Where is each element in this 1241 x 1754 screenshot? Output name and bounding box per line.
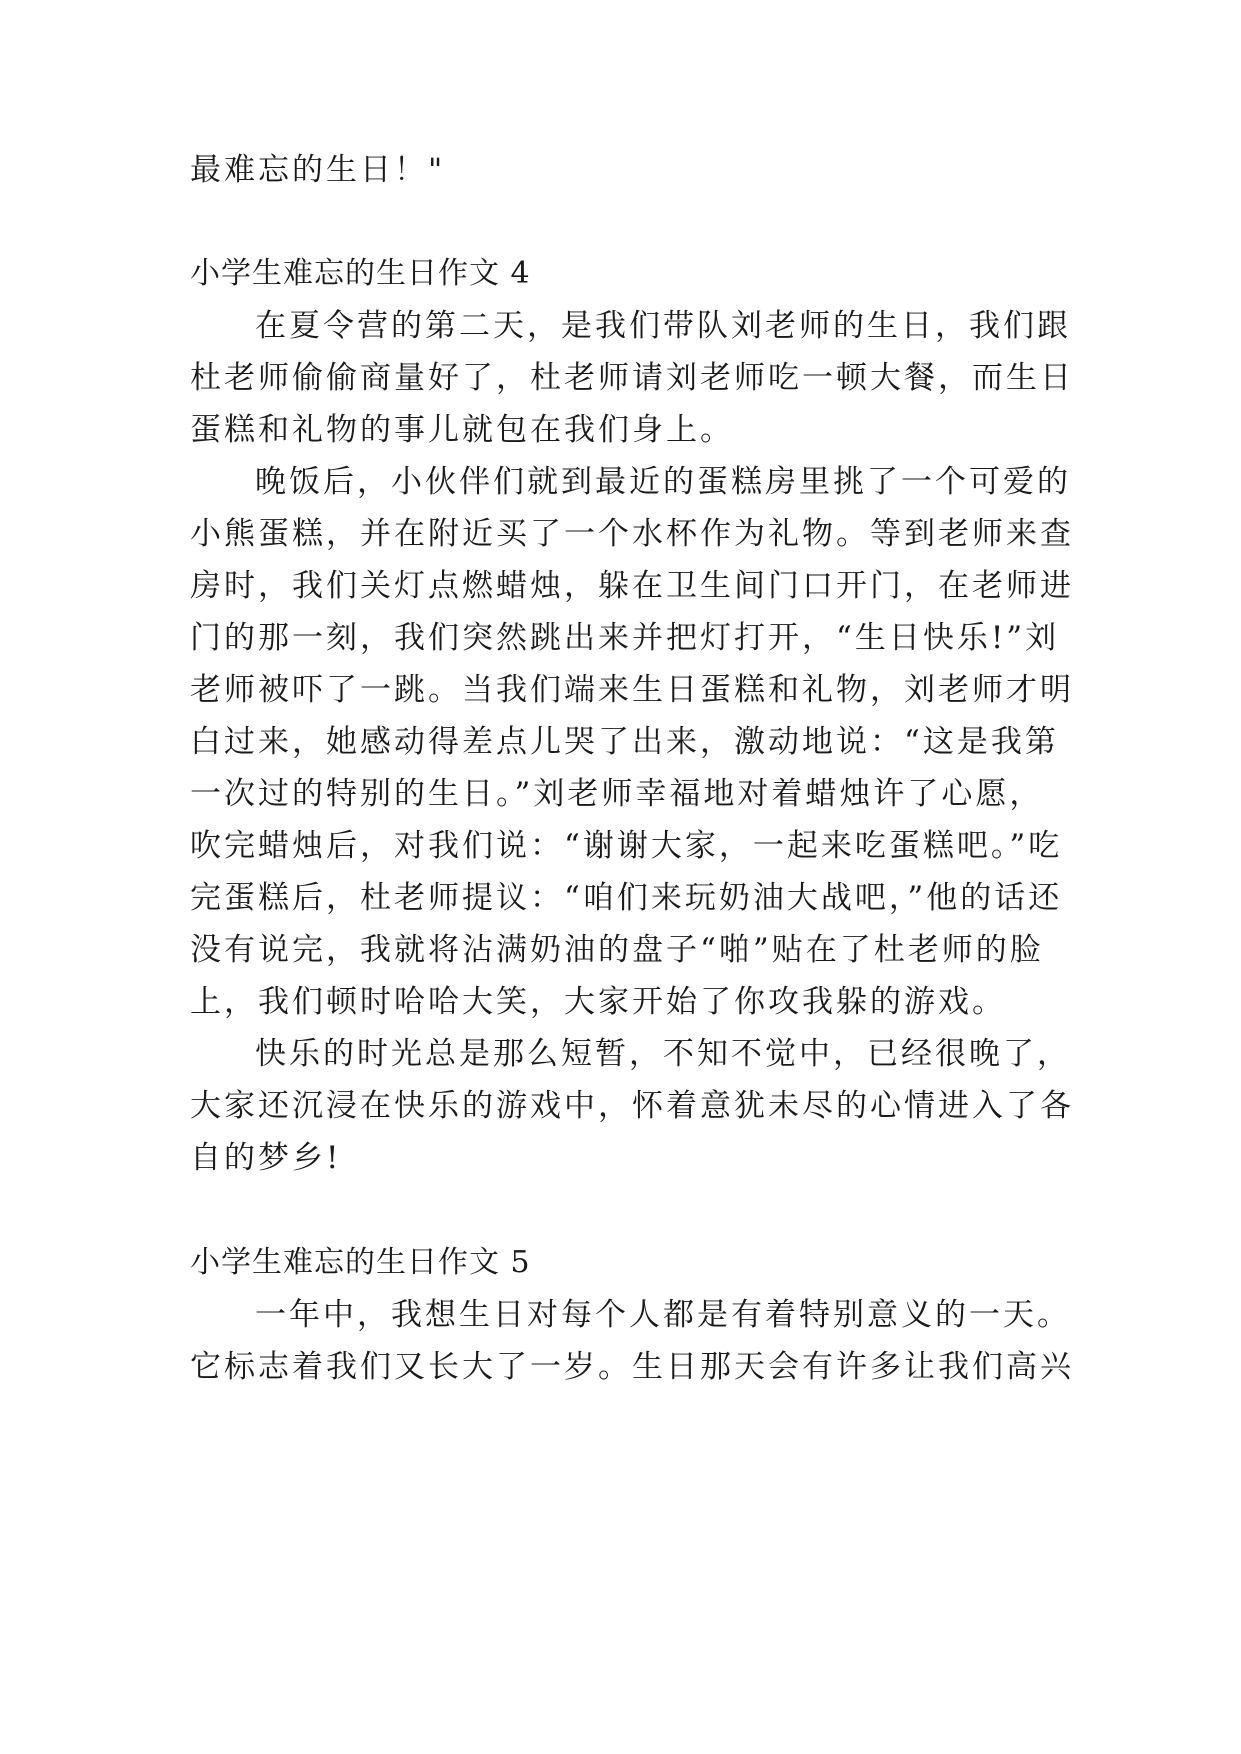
paragraph-line: 自的梦乡! (190, 1140, 342, 1176)
paragraph-line: 在夏令营的第二天，是我们带队刘老师的生日，我们跟 (255, 308, 1071, 344)
paragraph-line: 大家还沉浸在快乐的游戏中，怀着意犹未尽的心情进入了各 (190, 1088, 1074, 1124)
paragraph-line: 晚饭后，小伙伴们就到最近的蛋糕房里挑了一个可爱的 (255, 464, 1071, 500)
paragraph-line: 一次过的特别的生日。”刘老师幸福地对着蜡烛许了心愿， (190, 776, 1044, 812)
paragraph-line: 门的那一刻，我们突然跳出来并把灯打开，“生日快乐!”刘 (190, 620, 1060, 656)
paragraph-line: 小熊蛋糕，并在附近买了一个水杯作为礼物。等到老师来查 (190, 516, 1074, 552)
paragraph-line: 吹完蜡烛后，对我们说：“谢谢大家，一起来吃蛋糕吧。”吃 (190, 828, 1063, 864)
paragraph-line: 上，我们顿时哈哈大笑，大家开始了你攻我躲的游戏。 (190, 984, 1006, 1020)
paragraph-line: 杜老师偷偷商量好了，杜老师请刘老师吃一顿大餐，而生日 (190, 360, 1074, 396)
paragraph-line: 白过来，她感动得差点儿哭了出来，激动地说：“这是我第 (190, 724, 1059, 760)
essay-heading: 小学生难忘的生日作文 5 (190, 1245, 531, 1280)
paragraph-line: 蛋糕和礼物的事儿就包在我们身上。 (190, 412, 734, 448)
essay-heading: 小学生难忘的生日作文 4 (190, 256, 531, 291)
paragraph-line: 最难忘的生日！" (190, 152, 446, 188)
paragraph-line: 一年中，我想生日对每个人都是有着特别意义的一天。 (255, 1297, 1071, 1333)
paragraph-line: 房时，我们关灯点燃蜡烛，躲在卫生间门口开门，在老师进 (190, 568, 1074, 604)
paragraph-line: 没有说完，我就将沾满奶油的盘子“啪”贴在了杜老师的脸 (190, 932, 1044, 968)
paragraph-line: 它标志着我们又长大了一岁。生日那天会有许多让我们高兴 (190, 1349, 1074, 1385)
paragraph-line: 完蛋糕后，杜老师提议：“咱们来玩奶油大战吧，”他的话还 (190, 880, 1063, 916)
paragraph-line: 快乐的时光总是那么短暂，不知不觉中，已经很晚了， (255, 1036, 1071, 1072)
paragraph-line: 老师被吓了一跳。当我们端来生日蛋糕和礼物，刘老师才明 (190, 672, 1074, 708)
